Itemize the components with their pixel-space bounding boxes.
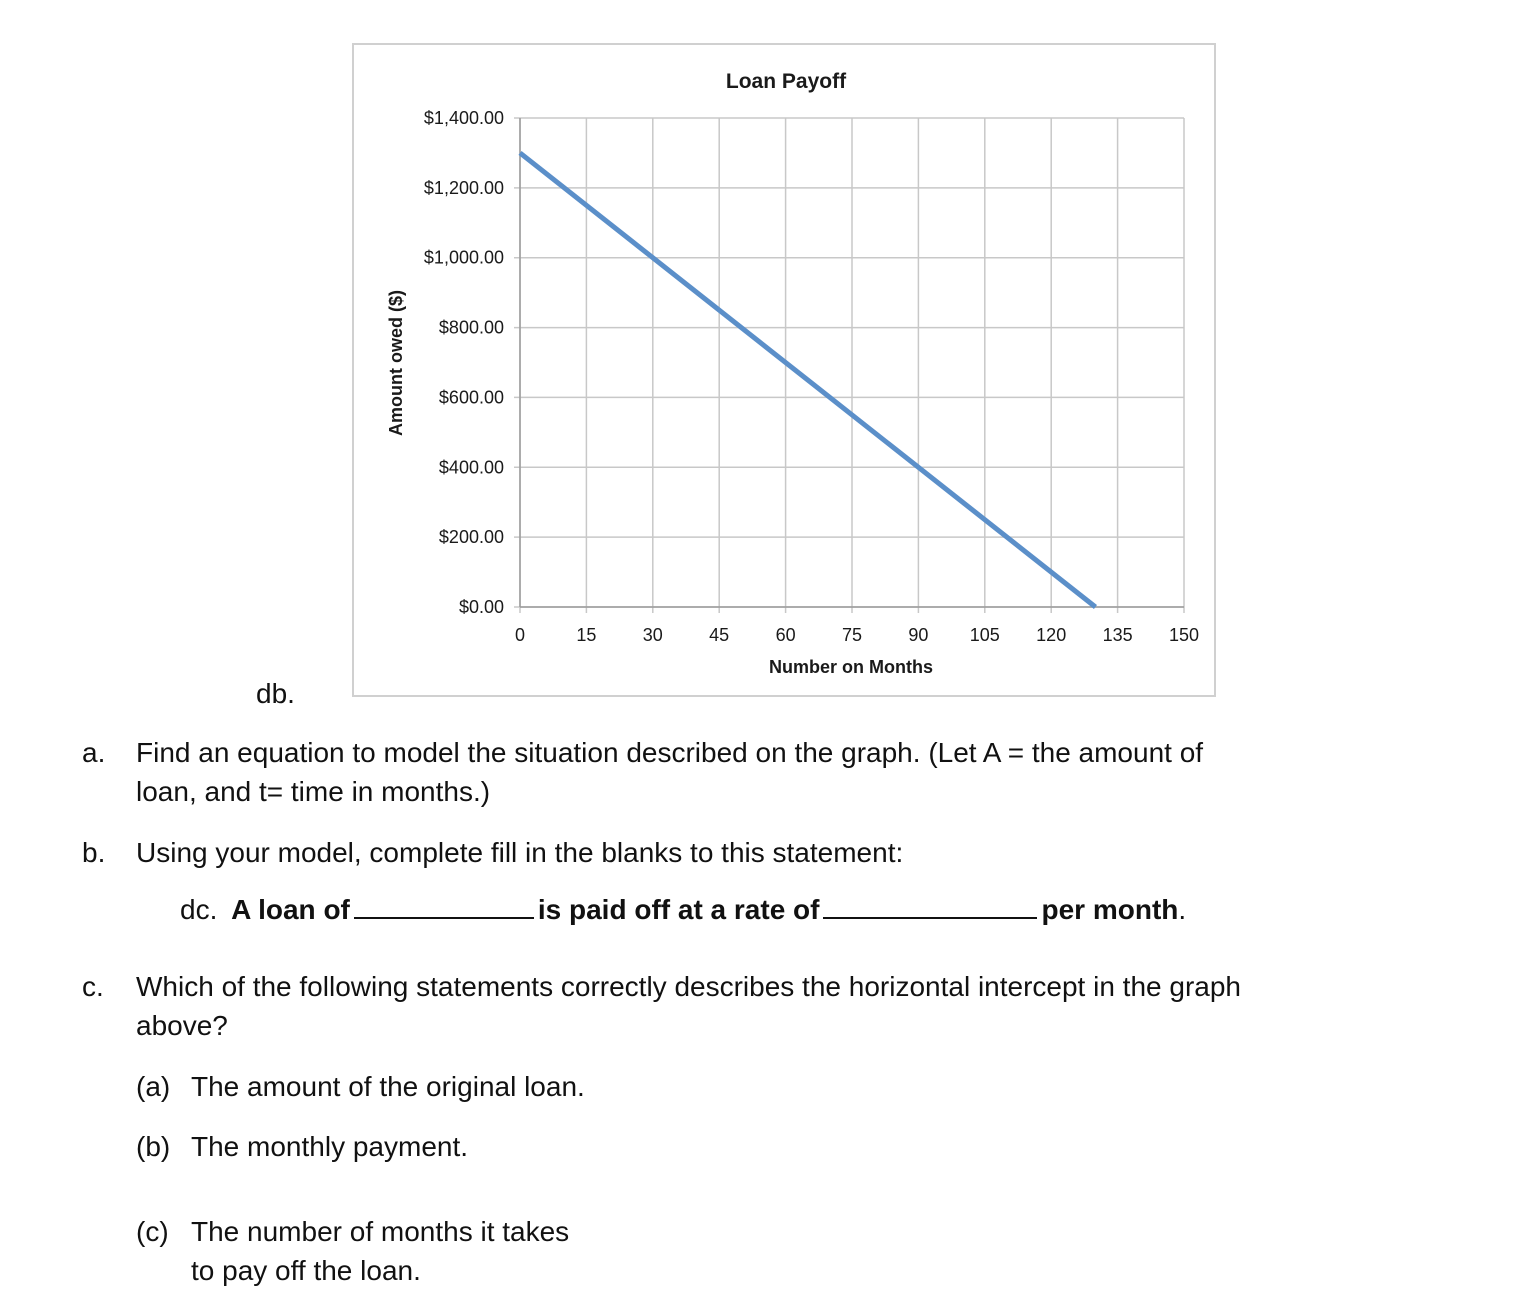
question-c-marker: c. (82, 971, 104, 1002)
loan-amount-blank[interactable] (354, 913, 534, 919)
x-tick-label-15: 15 (576, 625, 597, 645)
option-a-text: The amount of the original loan. (191, 1071, 585, 1102)
statement-part2: is paid off at a rate of (537, 894, 820, 925)
question-c-line1: Which of the following statements correctly describes the horizontal intercept in the graph (136, 971, 1242, 1002)
question-b-marker: b. (82, 837, 106, 868)
option-c-text (191, 1212, 791, 1290)
question-c-line2: above? (136, 1010, 228, 1042)
option-c-label: (c) (136, 1216, 169, 1247)
y-tick-label-600: $600.00 (438, 387, 504, 408)
question-a-line1: Find an equation to model the situation described on the graph. (Let A = the amount of (136, 737, 1204, 768)
y-tick-label-0: $0.00 (458, 597, 504, 617)
statement-period: . (1178, 894, 1187, 925)
x-tick-label-105: 105 (969, 625, 1000, 645)
y-axis-label: Amount owed ($) (386, 290, 406, 436)
x-tick-label-120: 120 (1036, 625, 1067, 645)
option-c-line1: The number of months it takes (191, 1216, 570, 1247)
option-a-label: (a) (136, 1071, 171, 1102)
x-axis-label: Number on Months (769, 657, 933, 677)
loan-payoff-chart (352, 43, 1216, 697)
x-tick-label-150: 150 (1168, 625, 1200, 645)
statement-part3: per month (1041, 894, 1179, 925)
question-c-text (136, 967, 1496, 1045)
x-tick-label-45: 45 (709, 625, 730, 645)
question-a-line2: loan, and t= time in months.) (136, 776, 491, 808)
option-b-text: The monthly payment. (191, 1131, 469, 1162)
x-tick-label-90: 90 (908, 625, 929, 645)
option-b-label: (b) (136, 1131, 171, 1162)
payment-rate-blank[interactable] (823, 913, 1037, 919)
y-tick-label-1000: $1,000.00 (423, 247, 504, 268)
chart-title: Loan Payoff (725, 70, 847, 93)
y-tick-label-400: $400.00 (438, 457, 504, 478)
x-tick-label-75: 75 (841, 625, 863, 645)
fill-in-statement (180, 890, 1186, 929)
statement-prefix: dc. (180, 894, 218, 925)
y-tick-label-1400: $1,400.00 (423, 108, 504, 128)
option-c-line2: to pay off the loan. (191, 1255, 421, 1287)
y-tick-label-200: $200.00 (438, 527, 504, 548)
question-a-marker: a. (82, 737, 106, 768)
series-line-amount-owed (520, 153, 1095, 607)
label-db: db. (256, 678, 295, 709)
x-tick-label-135: 135 (1102, 625, 1133, 645)
x-tick-label-0: 0 (514, 625, 526, 645)
statement-part1: A loan of (231, 894, 350, 925)
chart-svg (354, 45, 1214, 695)
question-b-text: Using your model, complete fill in the blanks to this statement: (136, 837, 904, 868)
x-tick-label-60: 60 (775, 625, 796, 645)
y-tick-label-1200: $1,200.00 (423, 177, 504, 198)
question-a-text (136, 733, 1386, 811)
y-tick-label-800: $800.00 (438, 317, 504, 338)
x-tick-label-30: 30 (642, 625, 663, 645)
